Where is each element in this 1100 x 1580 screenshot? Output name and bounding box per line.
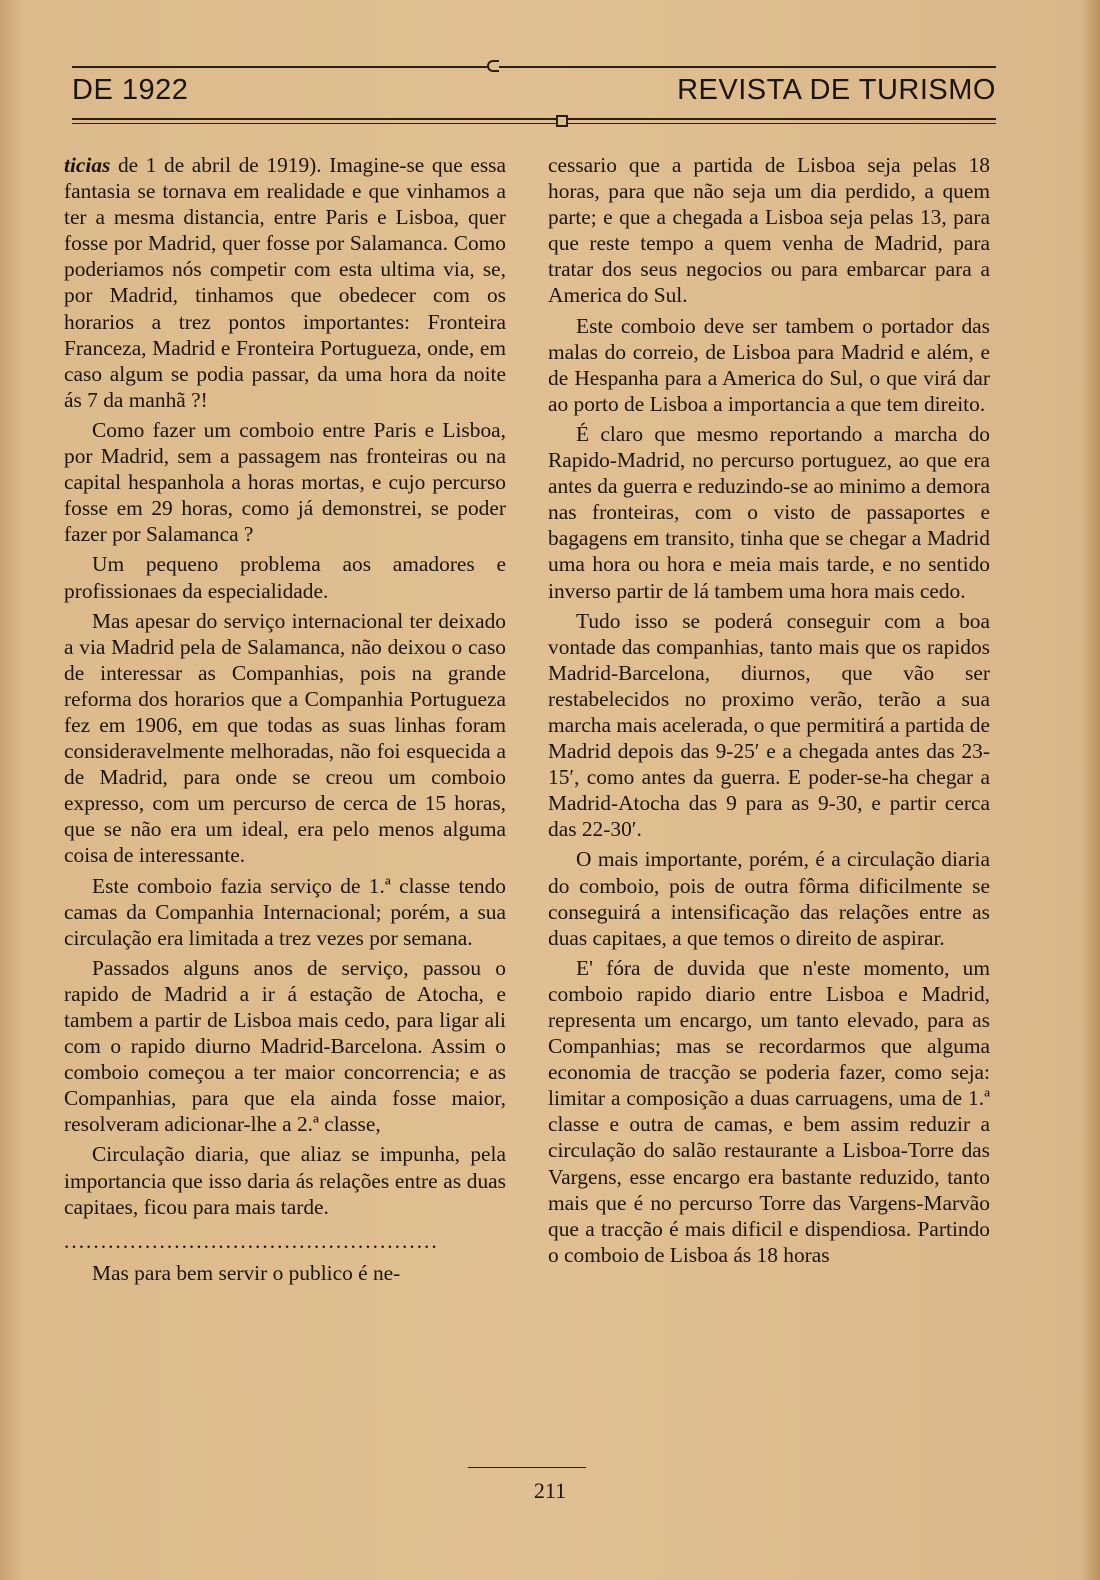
paragraph: Mas apesar do serviço internacional ter deixado a via Madrid pela de Salamanca, não deixou o caso de interessar as Companhias, pois na grande reforma dos horarios que a Companhia Portugueza fez em 1906, em que todas as suas linhas foram consideravelmente melhoradas, não foi esquecida a de Madrid, para onde se creou um comboio expresso, com um percurso de cerca de 15 horas, que se não era um ideal, era pelo menos alguma coisa de interessante. bbox=[64, 608, 506, 868]
paragraph: E' fóra de duvida que n'este momento, um comboio rapido diario entre Lisboa e Madrid, representa um encargo, um tanto elevado, para as Companhias; mas se recordarmos que alguma economia de tracção se poderia fazer, como seja: limitar a composição a duas carruagens, uma de 1.ª classe e outra de camas, e bem assim reduzir a circulação do salão restaurante a Lisboa-Torre das Vargens, esse encargo era bastante reduzido, tanto mais que é no percurso Torre das Vargens-Marvão que a tracção é mais dificil e dispendiosa. Partindo o comboio de Lisboa ás 18 horas bbox=[548, 955, 990, 1267]
paragraph: É claro que mesmo reportando a marcha do Rapido-Madrid, no percurso portuguez, ao que era antes da guerra e reduzindo-se ao minimo a demora nas fronteiras, com o visto de passaportes e bagagens em transito, tinha que se chegar a Madrid uma hora ou hora e meia mais tarde, e no sentido inverso partir de lá tambem uma hora mais cedo. bbox=[548, 421, 990, 603]
running-header bbox=[72, 74, 996, 114]
paragraph: Passados alguns anos de serviço, passou o rapido de Madrid a ir á estação de Atocha, e tambem a partir de Lisboa mais cedo, para ligar ali com o rapido diurno Madrid-Barcelona. Assim o comboio começou a ter maior concorrencia; e as Companhias, para que ela ainda fosse maior, resolveram adicionar-lhe a 2.ª classe, bbox=[64, 955, 506, 1137]
paragraph bbox=[64, 152, 506, 413]
paragraph: Um pequeno problema aos amadores e profissionaes da especialidade. bbox=[64, 552, 506, 603]
footer-rule bbox=[468, 1467, 586, 1468]
paragraph: cessario que a partida de Lisboa seja pelas 18 horas, para que não seja um dia perdido, a quem parte; e que a chegada a Lisboa seja pelas 13, para que reste tempo a quem venha de Madrid, para tratar dos seus negocios ou para embarcar para a America do Sul. bbox=[548, 153, 990, 308]
header-top-ornament bbox=[487, 60, 499, 72]
header-bottom-rule-2 bbox=[72, 123, 996, 124]
text-column-right bbox=[548, 152, 990, 1272]
paragraph: Mas para bem servir o publico é ne- bbox=[92, 1260, 401, 1285]
header-publication-title: REVISTA DE TURISMO bbox=[677, 74, 996, 106]
paragraph: Como fazer um comboio entre Paris e Lisboa, por Madrid, sem a passagem nas fronteiras ou na capital hespanhola a horas mortas, e cujo percurso fosse em 29 horas, como já demonstrei, se poder fazer por Salamanca ? bbox=[64, 417, 506, 547]
paragraph-text: de 1 de abril de 1919). Imagine-se que essa fantasia se tornava em realidade e que vinhamos a ter a mesma distancia, entre Paris e Lisboa, quer fosse por Madrid, quer fosse por Salamanca. Como poderiamos nós competir com esta ultima via, se, por Madrid, tinhamos que obedecer com os horarios a trez pontos importantes: Fronteira Franceza, Madrid e Fronteira Portugueza, onde, em caso algum se podia passar, da uma hora da noite ás 7 da manhã ?! bbox=[64, 153, 506, 412]
paragraph: O mais importante, porém, é a circulação diaria do comboio, pois de outra fôrma dificilmente se conseguirá a intensificação das relações entre as duas capitaes, a que temos o direito de aspirar. bbox=[548, 847, 990, 950]
dotted-separator: ................................................... bbox=[64, 1228, 439, 1253]
italic-word: ticias bbox=[64, 153, 111, 177]
text-column-left bbox=[64, 152, 506, 1290]
header-date: DE 1922 bbox=[72, 74, 189, 106]
paragraph: Este comboio fazia serviço de 1.ª classe tendo camas da Companhia Internacional; porém, a sua circulação era limitada a trez vezes por semana. bbox=[64, 873, 506, 950]
paragraph: Circulação diaria, que aliaz se impunha, pela importancia que isso daria ás relações entre as duas capitaes, ficou para mais tarde. bbox=[64, 1142, 506, 1219]
paragraph: Este comboio deve ser tambem o portador das malas do correio, de Lisboa para Madrid e além, e de Hespanha para a America do Sul, o que virá dar ao porto de Lisboa a importancia a que tem direito. bbox=[548, 313, 990, 416]
header-top-rule bbox=[72, 66, 996, 68]
paragraph: Tudo isso se poderá conseguir com a boa vontade das companhias, tanto mais que os rapidos Madrid-Barcelona, diurnos, que vão ser restabelecidos no proximo verão, terão a sua marcha mais acelerada, o que permitirá a partida de Madrid depois das 9-25′ e a chegada antes das 23-15′, como antes da guerra. E poder-se-ha chegar a Madrid-Atocha das 9 para as 9-30, e partir cerca das 22-30′. bbox=[548, 608, 990, 842]
header-bottom-ornament bbox=[556, 115, 568, 127]
header-bottom-rule-1 bbox=[72, 118, 996, 120]
page-number: 211 bbox=[533, 1478, 567, 1503]
